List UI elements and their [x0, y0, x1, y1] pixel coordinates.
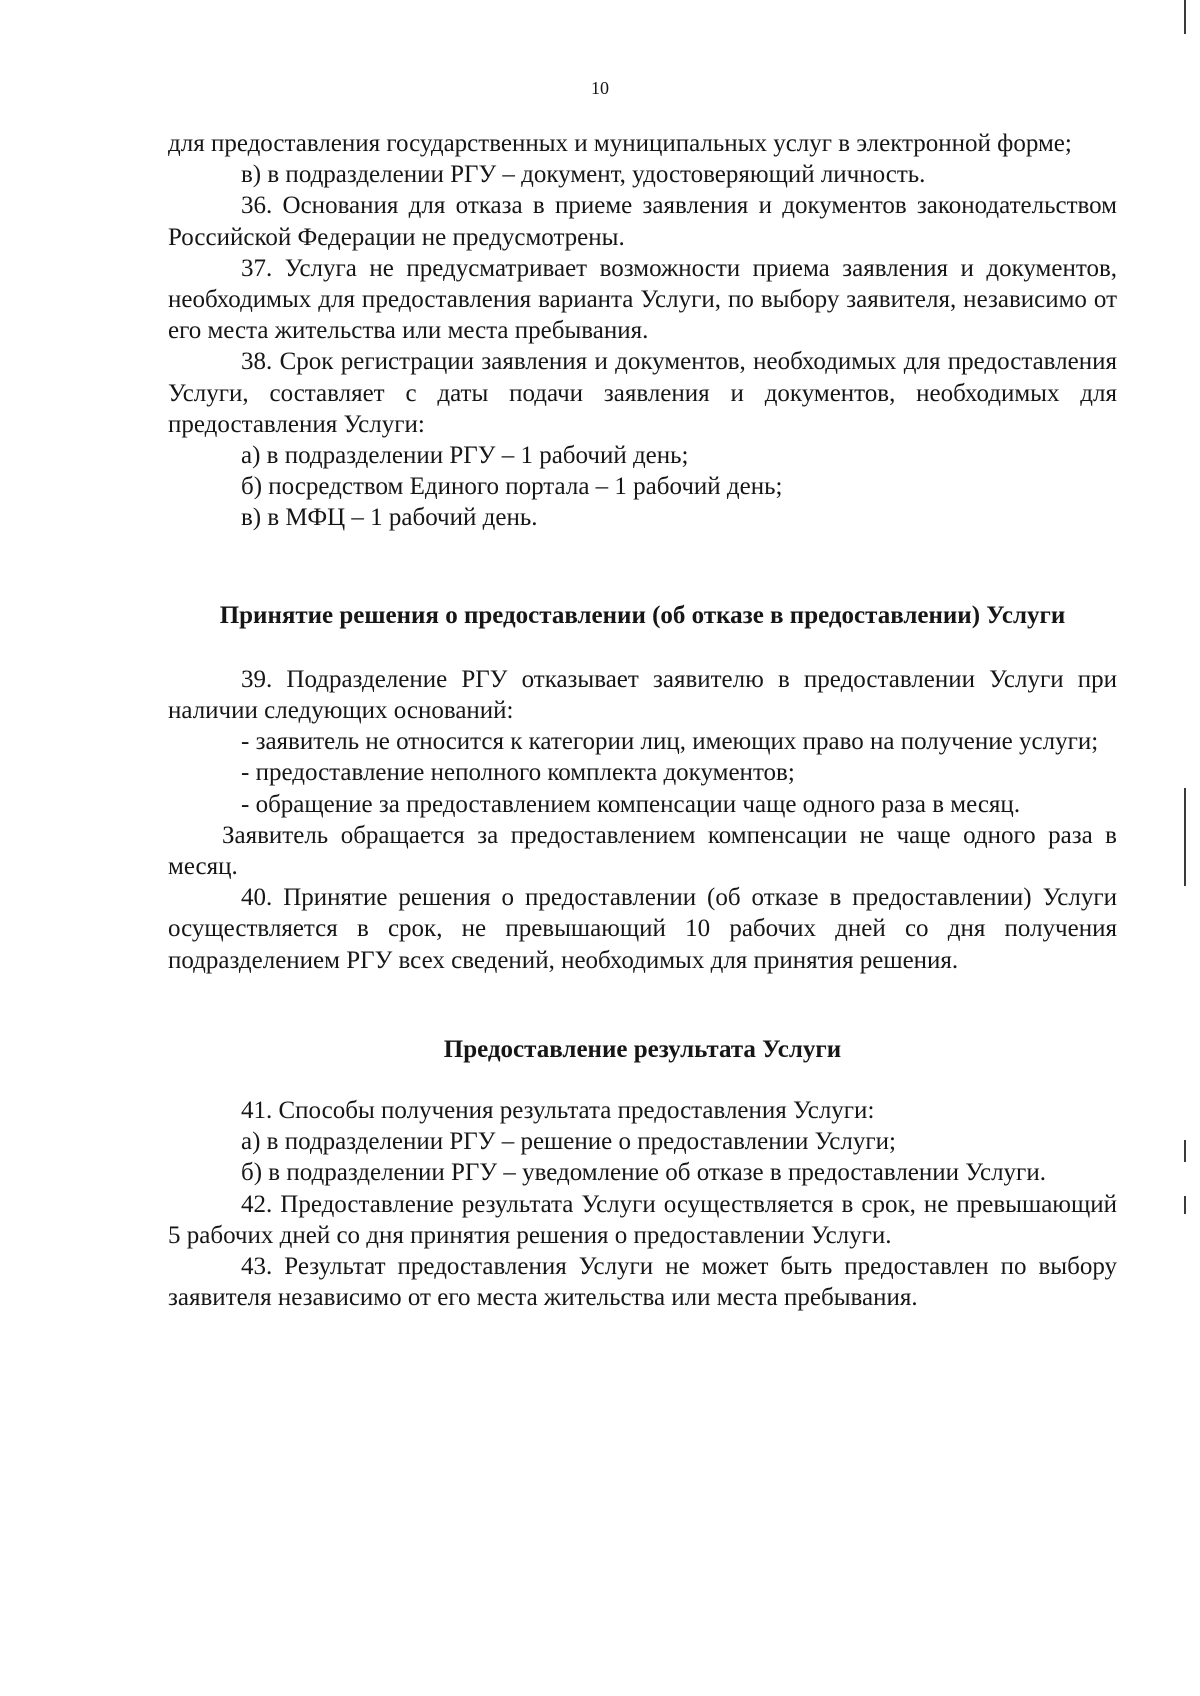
paragraph-42: 42. Предоставление результата Услуги осуществляется в срок, не превышающий 5 рабочих дней со дня принятия решения о предоставлении Услуги. [168, 1190, 1117, 1249]
page-number: 10 [591, 78, 609, 98]
scan-edge-mark [1184, 1140, 1186, 1162]
scan-edge-mark [1184, 788, 1186, 886]
section-heading-decision: Принятие решения о предоставлении (об отказе в предоставлении) Услуги [219, 601, 1066, 629]
scan-edge-mark [1184, 1196, 1186, 1214]
list-item-v-mfc: в) в МФЦ – 1 рабочий день. [241, 504, 538, 532]
paragraph-40: 40. Принятие решения о предоставлении (об отказе в предоставлении) Услуги осуществляется в срок, не превышающий 10 рабочих дней со дня получения подразделением РГУ всех сведений, необходимых для принятия решения. [168, 884, 1117, 974]
paragraph-41: 41. Способы получения результата предоставления Услуги: [241, 1097, 875, 1125]
paragraph-38: 38. Срок регистрации заявления и документов, необходимых для предоставления Услуги, составляет с даты подачи заявления и документов, необходимых для предоставления Услуги: [168, 348, 1117, 438]
paragraph-applicant-frequency: Заявитель обращается за предоставлением компенсации не чаще одного раза в месяц. [168, 821, 1117, 881]
list-item-a-rgu: а) в подразделении РГУ – 1 рабочий день; [241, 442, 689, 470]
list-item-frequency: - обращение за предоставлением компенсации чаще одного раза в месяц. [241, 790, 1021, 818]
list-item-incomplete-docs: - предоставление неполного комплекта документов; [241, 759, 795, 787]
paragraph-37: 37. Услуга не предусматривает возможности приема заявления и документов, необходимых для предоставления варианта Услуги, по выбору заявителя, независимо от его места жительства или места пребывания. [168, 254, 1117, 345]
list-item-b-portal: б) посредством Единого портала – 1 рабочий день; [241, 473, 783, 501]
paragraph-continuation: для предоставления государственных и муниципальных услуг в электронной форме; [168, 130, 1072, 157]
scan-edge-mark [1184, 0, 1186, 34]
list-item-a-decision: а) в подразделении РГУ – решение о предоставлении Услуги; [241, 1128, 896, 1156]
paragraph-36: 36. Основания для отказа в приеме заявления и документов законодательством Российской Федерации не предусмотрены. [168, 192, 1117, 251]
list-item-category: - заявитель не относится к категории лиц, имеющих право на получение услуги; [241, 728, 1099, 756]
paragraph-43: 43. Результат предоставления Услуги не может быть предоставлен по выбору заявителя независимо от его места жительства или места пребывания. [168, 1253, 1117, 1312]
list-item-b-refusal: б) в подразделении РГУ – уведомление об отказе в предоставлении Услуги. [241, 1159, 1046, 1187]
section-heading-result: Предоставление результата Услуги [443, 1035, 842, 1063]
document-body [168, 128, 1117, 1314]
list-item-v-identity: в) в подразделении РГУ – документ, удостоверяющий личность. [241, 161, 926, 189]
paragraph-39: 39. Подразделение РГУ отказывает заявителю в предоставлении Услуги при наличии следующих оснований: [168, 665, 1117, 725]
